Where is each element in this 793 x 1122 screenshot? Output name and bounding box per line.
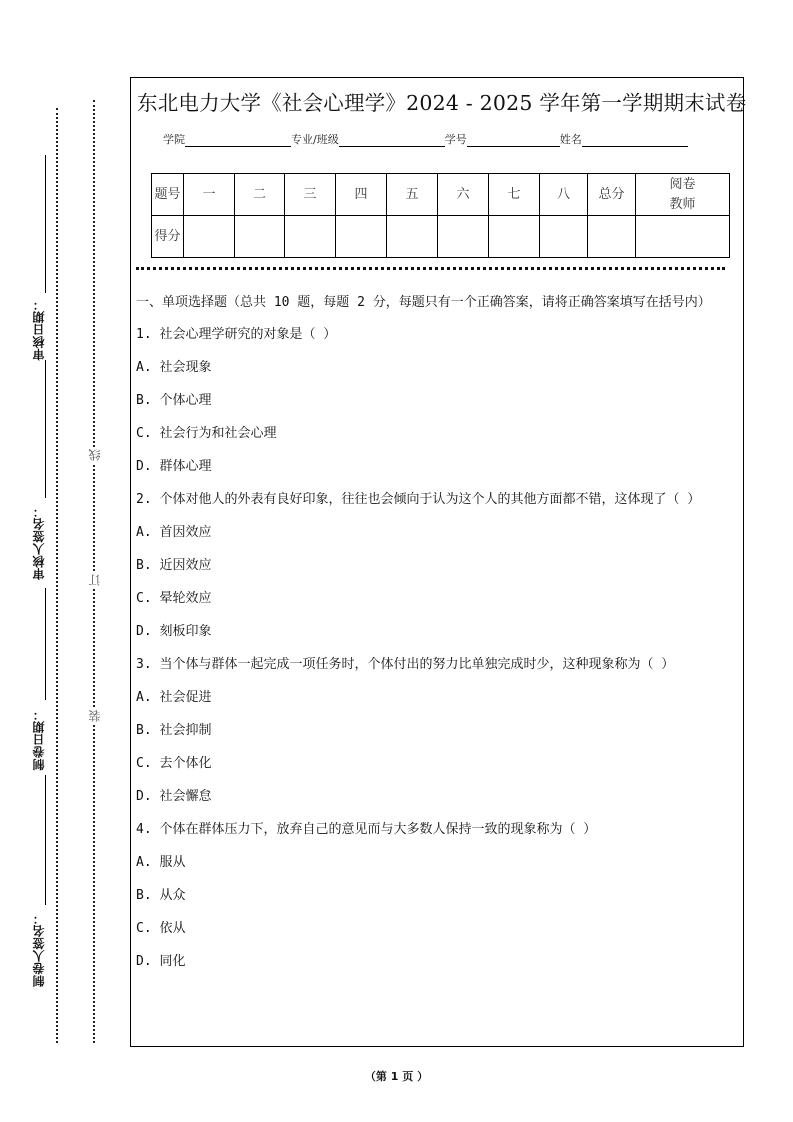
reviewer-signature-underline-lower <box>45 588 46 700</box>
score-cell-total[interactable] <box>588 216 636 258</box>
question-4 <box>136 819 740 972</box>
col-header-grader: 阅卷教师 <box>636 174 730 216</box>
col-header-2: 二 <box>235 174 285 216</box>
score-cell-7[interactable] <box>489 216 540 258</box>
question-1 <box>136 324 740 477</box>
reviewer-signature-underline <box>45 380 46 498</box>
binding-dotted-line-inner <box>56 108 58 1043</box>
question-stem: 1. 社会心理学研究的对象是（ ） <box>136 327 337 342</box>
row-header-question-no: 题号 <box>152 174 184 216</box>
option-d: D. 社会懈怠 <box>136 789 212 804</box>
option-b: B. 个体心理 <box>136 393 212 408</box>
preparer-signature-label: 制卷人签名： <box>32 912 46 987</box>
option-a: A. 社会现象 <box>136 360 212 375</box>
option-a: A. 服从 <box>136 855 186 870</box>
exam-content <box>136 292 740 984</box>
col-header-3: 三 <box>285 174 336 216</box>
student-info-row <box>163 131 688 147</box>
page-number: （第 1 页 ） <box>364 1070 429 1083</box>
option-d: D. 同化 <box>136 954 186 969</box>
score-table-header-row <box>152 174 730 216</box>
question-stem: 3. 当个体与群体一起完成一项任务时，个体付出的努力比单独完成时少，这种现象称为（ ） <box>136 657 675 672</box>
score-table-score-row <box>152 216 730 258</box>
option-c: C. 依从 <box>136 921 186 936</box>
name-label: 姓名 <box>559 133 582 146</box>
option-c: C. 社会行为和社会心理 <box>136 426 277 441</box>
prep-date-label: 制卷日期： <box>32 708 46 771</box>
section-heading: 一、单项选择题（总共 10 题，每题 2 分，每题只有一个正确答案，请将正确答案填写在括号内） <box>136 295 711 310</box>
col-header-1: 一 <box>184 174 235 216</box>
row-header-score: 得分 <box>152 216 184 258</box>
option-b: B. 近因效应 <box>136 558 212 573</box>
review-date-underline <box>45 155 46 293</box>
col-header-8: 八 <box>540 174 588 216</box>
cut-mark-line: 线 <box>88 449 102 461</box>
option-d: D. 群体心理 <box>136 459 212 474</box>
college-field[interactable] <box>185 132 291 147</box>
option-b: B. 社会抑制 <box>136 723 212 738</box>
option-b: B. 从众 <box>136 888 186 903</box>
score-cell-2[interactable] <box>235 216 285 258</box>
option-c: C. 去个体化 <box>136 756 212 771</box>
option-a: A. 社会促进 <box>136 690 212 705</box>
score-cell-5[interactable] <box>387 216 438 258</box>
col-header-total: 总分 <box>588 174 636 216</box>
score-table <box>151 173 730 258</box>
score-cell-8[interactable] <box>540 216 588 258</box>
review-date-label: 审核日期： <box>32 298 46 361</box>
major-class-field[interactable] <box>339 132 445 147</box>
col-header-7: 七 <box>489 174 540 216</box>
question-2 <box>136 489 740 642</box>
question-stem: 4. 个体在群体压力下，放弃自己的意见而与大多数人保持一致的现象称为（ ） <box>136 822 597 837</box>
major-class-label: 专业/班级 <box>291 133 339 146</box>
college-label: 学院 <box>163 133 185 146</box>
name-field[interactable] <box>582 132 688 147</box>
col-header-6: 六 <box>438 174 489 216</box>
option-d: D. 刻板印象 <box>136 624 212 639</box>
question-3 <box>136 654 740 807</box>
option-c: C. 晕轮效应 <box>136 591 212 606</box>
exam-title: 东北电力大学《社会心理学》2024 - 2025 学年第一学期期末试卷 <box>137 91 747 115</box>
cut-mark-mount: 装 <box>88 710 102 722</box>
reviewer-signature-label: 审核人签名： <box>32 505 46 580</box>
score-cell-1[interactable] <box>184 216 235 258</box>
cut-mark-bind: 订 <box>88 574 102 586</box>
student-id-label: 学号 <box>444 133 467 146</box>
section-divider <box>136 267 725 270</box>
score-cell-grader[interactable] <box>636 216 730 258</box>
score-cell-4[interactable] <box>336 216 387 258</box>
question-stem: 2. 个体对他人的外表有良好印象，往往也会倾向于认为这个人的其他方面都不错，这体现了（ ） <box>136 492 701 507</box>
student-id-field[interactable] <box>467 132 560 147</box>
score-cell-3[interactable] <box>285 216 336 258</box>
prep-date-underline-lower <box>45 775 46 905</box>
score-cell-6[interactable] <box>438 216 489 258</box>
option-a: A. 首因效应 <box>136 525 212 540</box>
col-header-5: 五 <box>387 174 438 216</box>
col-header-4: 四 <box>336 174 387 216</box>
